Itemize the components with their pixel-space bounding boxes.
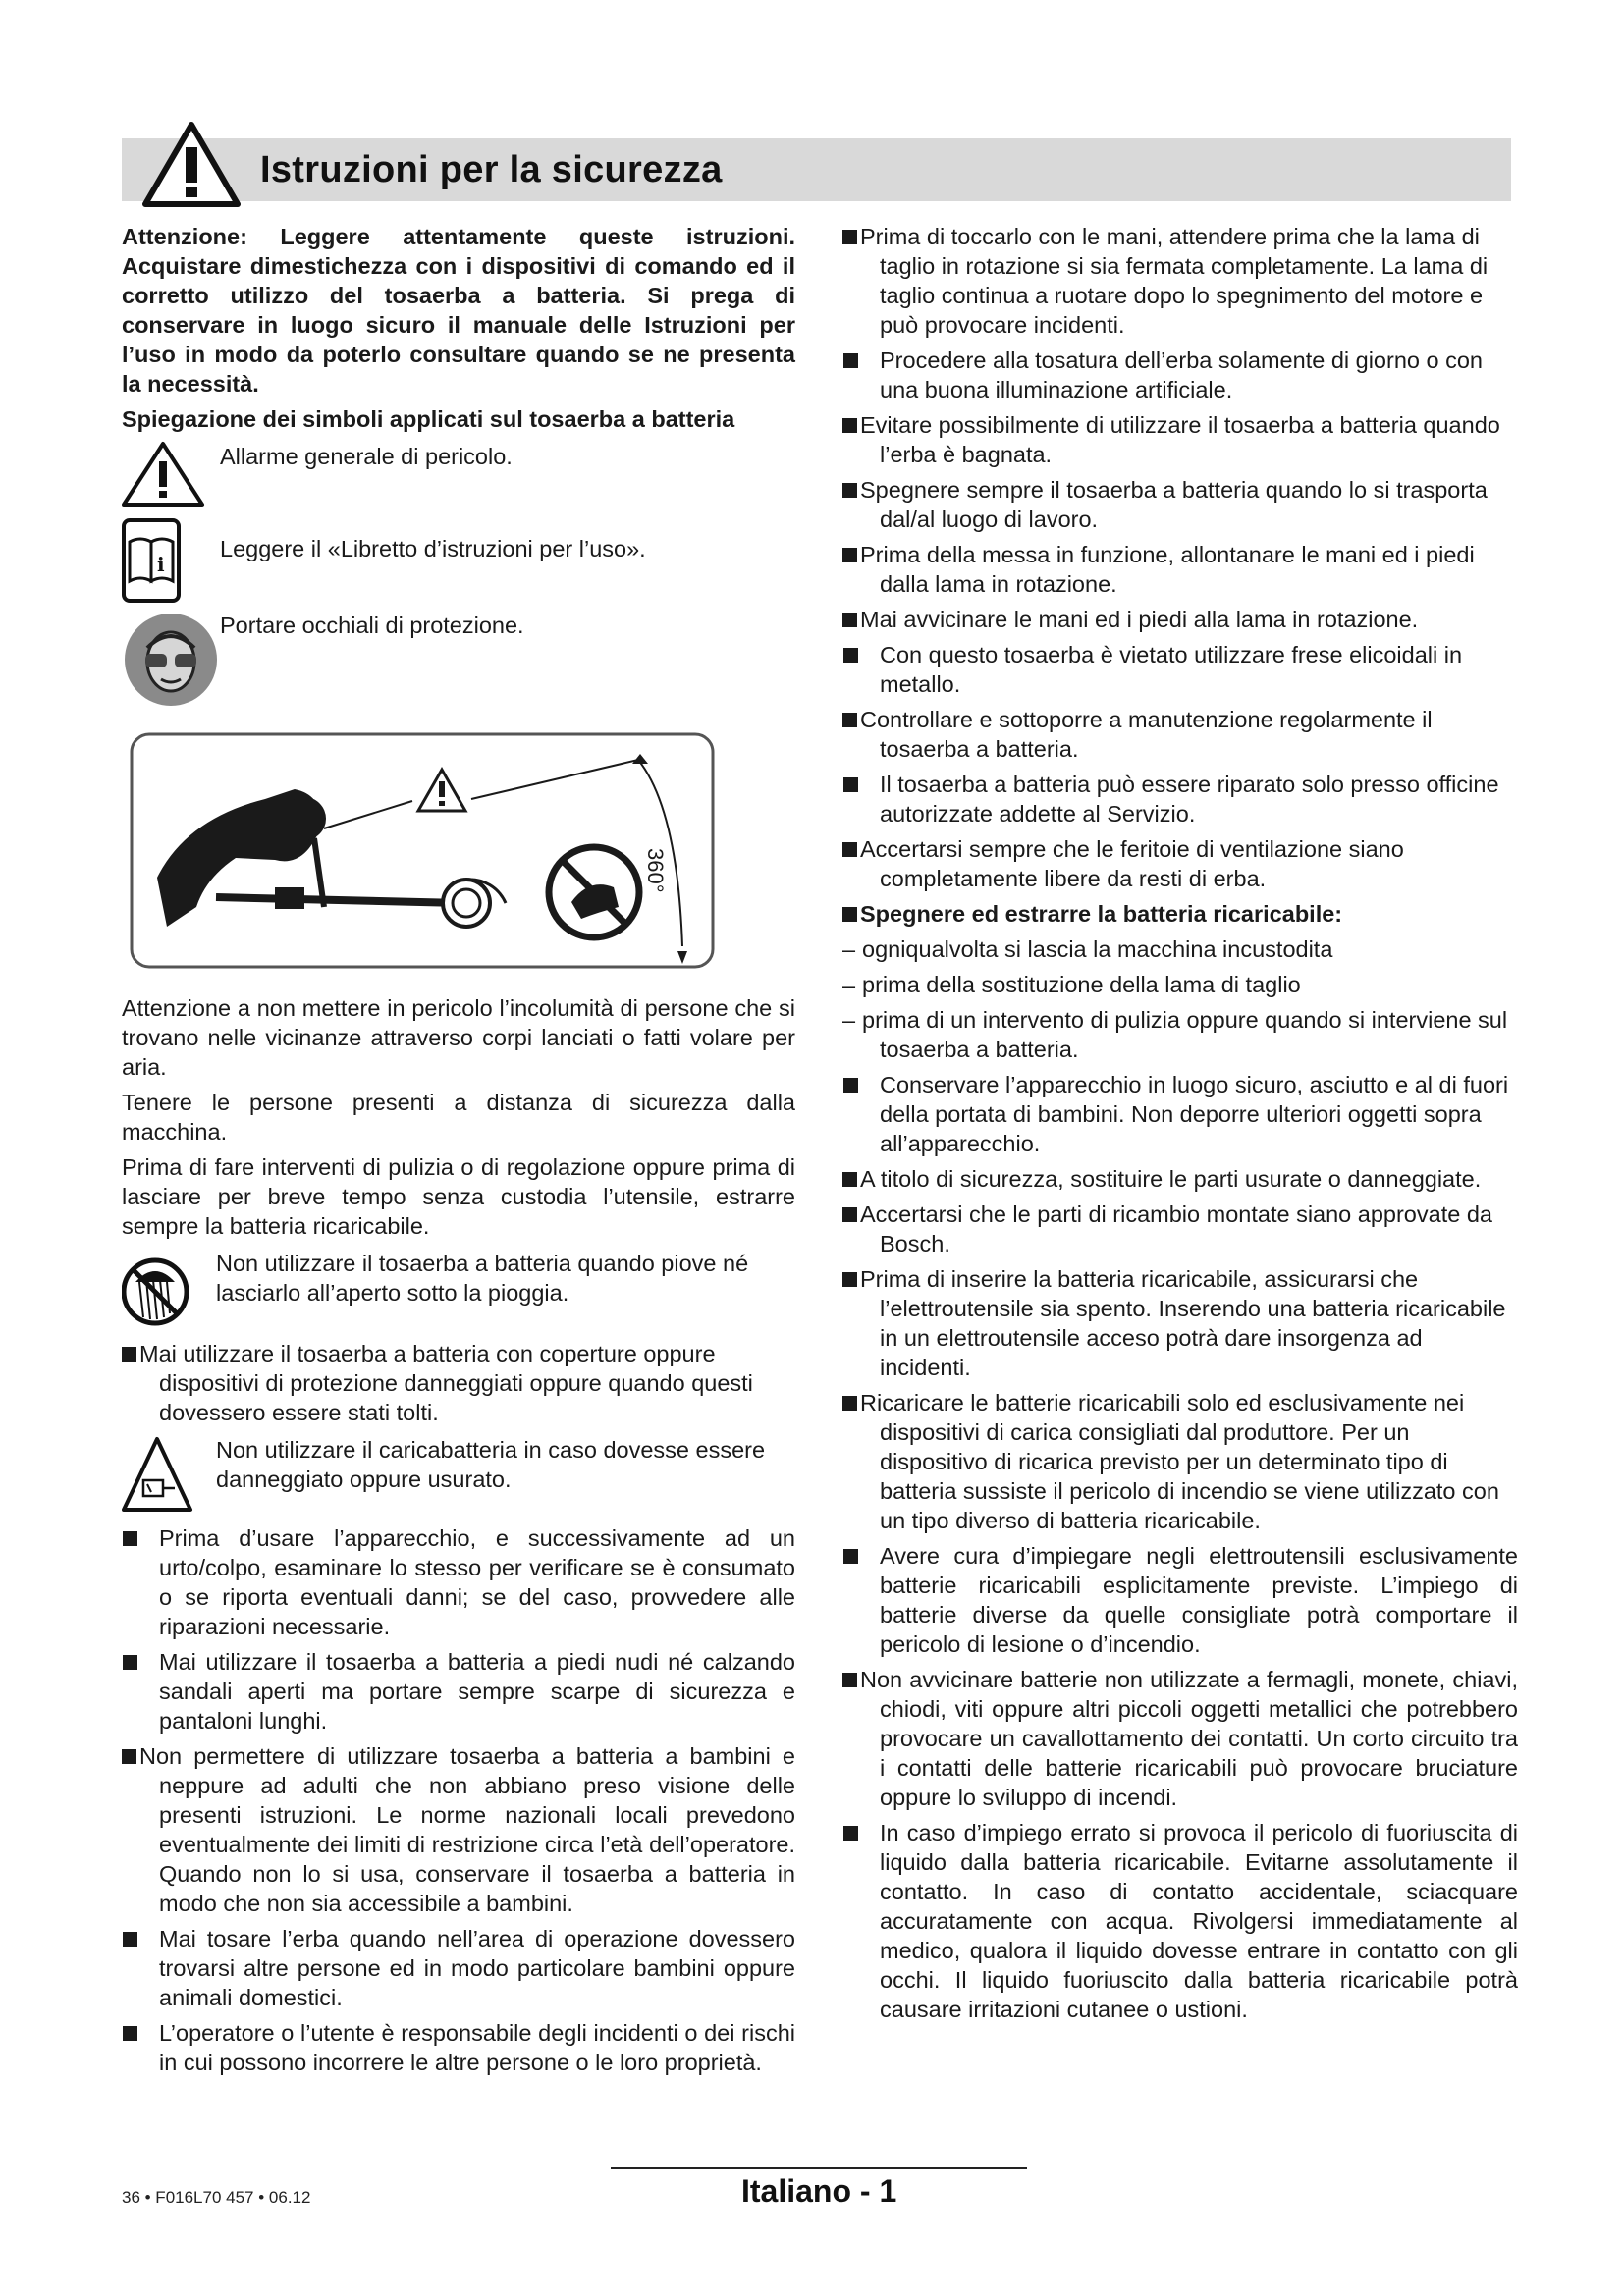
charger-warning-icon <box>122 1433 220 1518</box>
symbol-row-charger <box>122 1433 795 1518</box>
list-item: Non avvicinare batterie non utilizzate a fermagli, monete, chiavi, chiodi, viti oppure altri piccoli oggetti metallici che potrebbero provocare un cavallottamento dei contatti. Un corto circuito tra i contatti delle batterie ricaricabili può provocare bruciature oppure lo sviluppo di incendi. <box>842 1665 1518 1812</box>
list-item: – prima della sostituzione della lama di taglio <box>842 972 1301 997</box>
list-item: Prima di toccarlo con le mani, attendere prima che la lama di taglio in rotazione si sia fermata completamente. La lama di taglio continua a ruotare dopo lo spegnimento del motore e può provocare incidenti. <box>842 222 1518 340</box>
list-item: L’operatore o l’utente è responsabile degli incidenti o dei rischi in cui possono incorrere le altre persone o le loro proprietà. <box>122 2018 795 2077</box>
charger-warning-text: Non utilizzare il caricabatteria in caso dovesse essere danneggiato oppure usurato. <box>216 1437 766 1492</box>
symbols-heading: Spiegazione dei simboli applicati sul tosaerba a batteria <box>122 406 735 432</box>
list-item: – ogniqualvolta si lascia la macchina incustodita <box>842 936 1333 962</box>
symbol-text-warning: Allarme generale di pericolo. <box>220 444 513 469</box>
list-item: Mai tosare l’erba quando nell’area di operazione dovessero trovarsi altre persone ed in modo particolare bambini oppure animali domestici. <box>122 1924 795 2012</box>
list-item: Spegnere sempre il tosaerba a batteria quando lo si trasporta dal/al luogo di lavoro. <box>842 475 1518 534</box>
list-item: Mai avvicinare le mani ed i piedi alla lama in rotazione. <box>842 605 1518 634</box>
svg-text:i: i <box>157 553 165 576</box>
footer-divider <box>611 2167 1027 2169</box>
safety-goggles-icon <box>122 611 220 709</box>
list-item: Controllare e sottoporre a manutenzione regolarmente il tosaerba a batteria. <box>842 705 1518 764</box>
no-rain-icon <box>122 1247 220 1337</box>
list-item: Evitare possibilmente di utilizzare il tosaerba a batteria quando l’erba è bagnata. <box>842 410 1518 469</box>
list-item: Ricaricare le batterie ricaricabili solo ed esclusivamente nei dispositivi di carica consigliati dal produttore. Per un dispositivo di ricarica previsto per un determinato tipo di batteria sussiste il pericolo di incendio se viene utilizzato con un tipo diverso di batteria ricaricabile. <box>842 1388 1518 1535</box>
warning-triangle-icon <box>141 120 242 208</box>
remove-battery-text: Prima di fare interventi di pulizia o di regolazione oppure prima di lasciare per breve tempo senza custodia l’utensile, estrarre sempre la batteria ricaricabile. <box>122 1154 795 1239</box>
list-item: Procedere alla tosatura dell’erba solamente di giorno o con una buona illuminazione artificiale. <box>842 346 1518 404</box>
list-item: Il tosaerba a batteria può essere riparato solo presso officine autorizzate addette al Servizio. <box>842 770 1518 828</box>
list-item: Conservare l’apparecchio in luogo sicuro, asciutto e al di fuori della portata di bambini. Non deporre ulteriori oggetti sopra all’apparecchio. <box>842 1070 1518 1158</box>
list-item: – prima di un intervento di pulizia oppure quando si interviene sul tosaerba a batteria. <box>842 1007 1508 1062</box>
symbol-row-manual <box>122 516 795 607</box>
symbol-text-goggles: Portare occhiali di protezione. <box>220 613 524 638</box>
rotation-angle-label: 360° <box>643 848 668 893</box>
list-item: Mai utilizzare il tosaerba a batteria a piedi nudi né calzando sandali aperti ma portare sempre scarpe di sicurezza e pantaloni lunghi. <box>122 1647 795 1735</box>
symbol-row-warning <box>122 440 795 508</box>
list-item: Prima d’usare l’apparecchio, e successivamente ad un urto/colpo, esaminare lo stesso per verificare se è consumato o se riporta eventuali danni; se del caso, provvedere alle riparazioni necessarie. <box>122 1523 795 1641</box>
thrown-objects-diagram <box>128 730 717 971</box>
distance-text: Tenere le persone presenti a distanza di sicurezza dalla macchina. <box>122 1090 795 1145</box>
list-item: Con questo tosaerba è vietato utilizzare frese elicoidali in metallo. <box>842 640 1518 699</box>
list-item: A titolo di sicurezza, sostituire le parti usurate o danneggiate. <box>842 1164 1518 1194</box>
list-item: Prima di inserire la batteria ricaricabile, assicurarsi che l’elettroutensile sia spento. Inserendo una batteria ricaricabile in un elettroutensile acceso potrà dare insorgenza ad incidenti. <box>842 1264 1518 1382</box>
warning-triangle-icon <box>122 440 220 508</box>
right-column <box>842 222 1518 2030</box>
page-number: Italiano - 1 <box>741 2173 897 2209</box>
left-column <box>122 222 795 2083</box>
manual-book-icon <box>122 516 220 607</box>
rain-warning-text: Non utilizzare il tosaerba a batteria quando piove né lasciarlo all’aperto sotto la pioggia. <box>216 1251 749 1306</box>
list-item: In caso d’impiego errato si provoca il pericolo di fuoriuscita di liquido dalla batteria ricaricabile. Evitarne assolutamente il contatto. In caso di contatto accidentale, sciacquare accuratamente con acqua. Rivolgersi immediatamente al medico, qualora il liquido dovesse entrare in contatto con gli occhi. Il liquido fuoriuscito dalla batteria ricaricabile potrà causare irritazioni cutanee o ustioni. <box>842 1818 1518 2024</box>
list-item: Accertarsi che le parti di ricambio montate siano approvate da Bosch. <box>842 1200 1518 1258</box>
battery-heading: Spegnere ed estrarre la batteria ricaricabile: <box>842 899 1518 929</box>
list-item: Accertarsi sempre che le feritoie di ventilazione siano completamente libere da resti di erba. <box>842 834 1518 893</box>
symbol-row-goggles <box>122 611 795 709</box>
thrown-objects-text: Attenzione a non mettere in pericolo l’incolumità di persone che si trovano nelle vicinanze attraverso corpi lanciati o fatti volare per aria. <box>122 995 795 1080</box>
list-item: Prima della messa in funzione, allontanare le mani ed i piedi dalla lama in rotazione. <box>842 540 1518 599</box>
list-item: Avere cura d’impiegare negli elettroutensili esclusivamente batterie ricaricabili esplicitamente previste. L’impiego di batterie diverse da quelle consigliate potrà comportare il pericolo di lesione o d’incendio. <box>842 1541 1518 1659</box>
footer-code: 36 • F016L70 457 • 06.12 <box>122 2188 311 2207</box>
symbol-text-manual: Leggere il «Libretto d’istruzioni per l’uso». <box>220 536 646 561</box>
symbol-row-rain <box>122 1247 795 1337</box>
page-title: Istruzioni per la sicurezza <box>260 149 723 190</box>
list-item: Mai utilizzare il tosaerba a batteria con coperture oppure dispositivi di protezione danneggiati oppure quando questi dovessero essere stati tolti. <box>122 1339 795 1427</box>
list-item: Non permettere di utilizzare tosaerba a batteria a bambini e neppure ad adulti che non abbiano preso visione delle presenti istruzioni. Le norme nazionali locali prevedono eventualmente dei limiti di restrizione circa l’età dell’operatore. Quando non lo si usa, conservare il tosaerba a batteria in modo che non sia accessibile a bambini. <box>122 1741 795 1918</box>
intro-warning: Attenzione: Leggere attentamente queste istruzioni. Acquistare dimestichezza con i dispositivi di comando ed il corretto utilizzo del tosaerba a batteria. Si prega di conservare in luogo sicuro il manuale delle Istruzioni per l’uso in modo da poterlo consultare quando se ne presenta la necessità. <box>122 224 795 397</box>
